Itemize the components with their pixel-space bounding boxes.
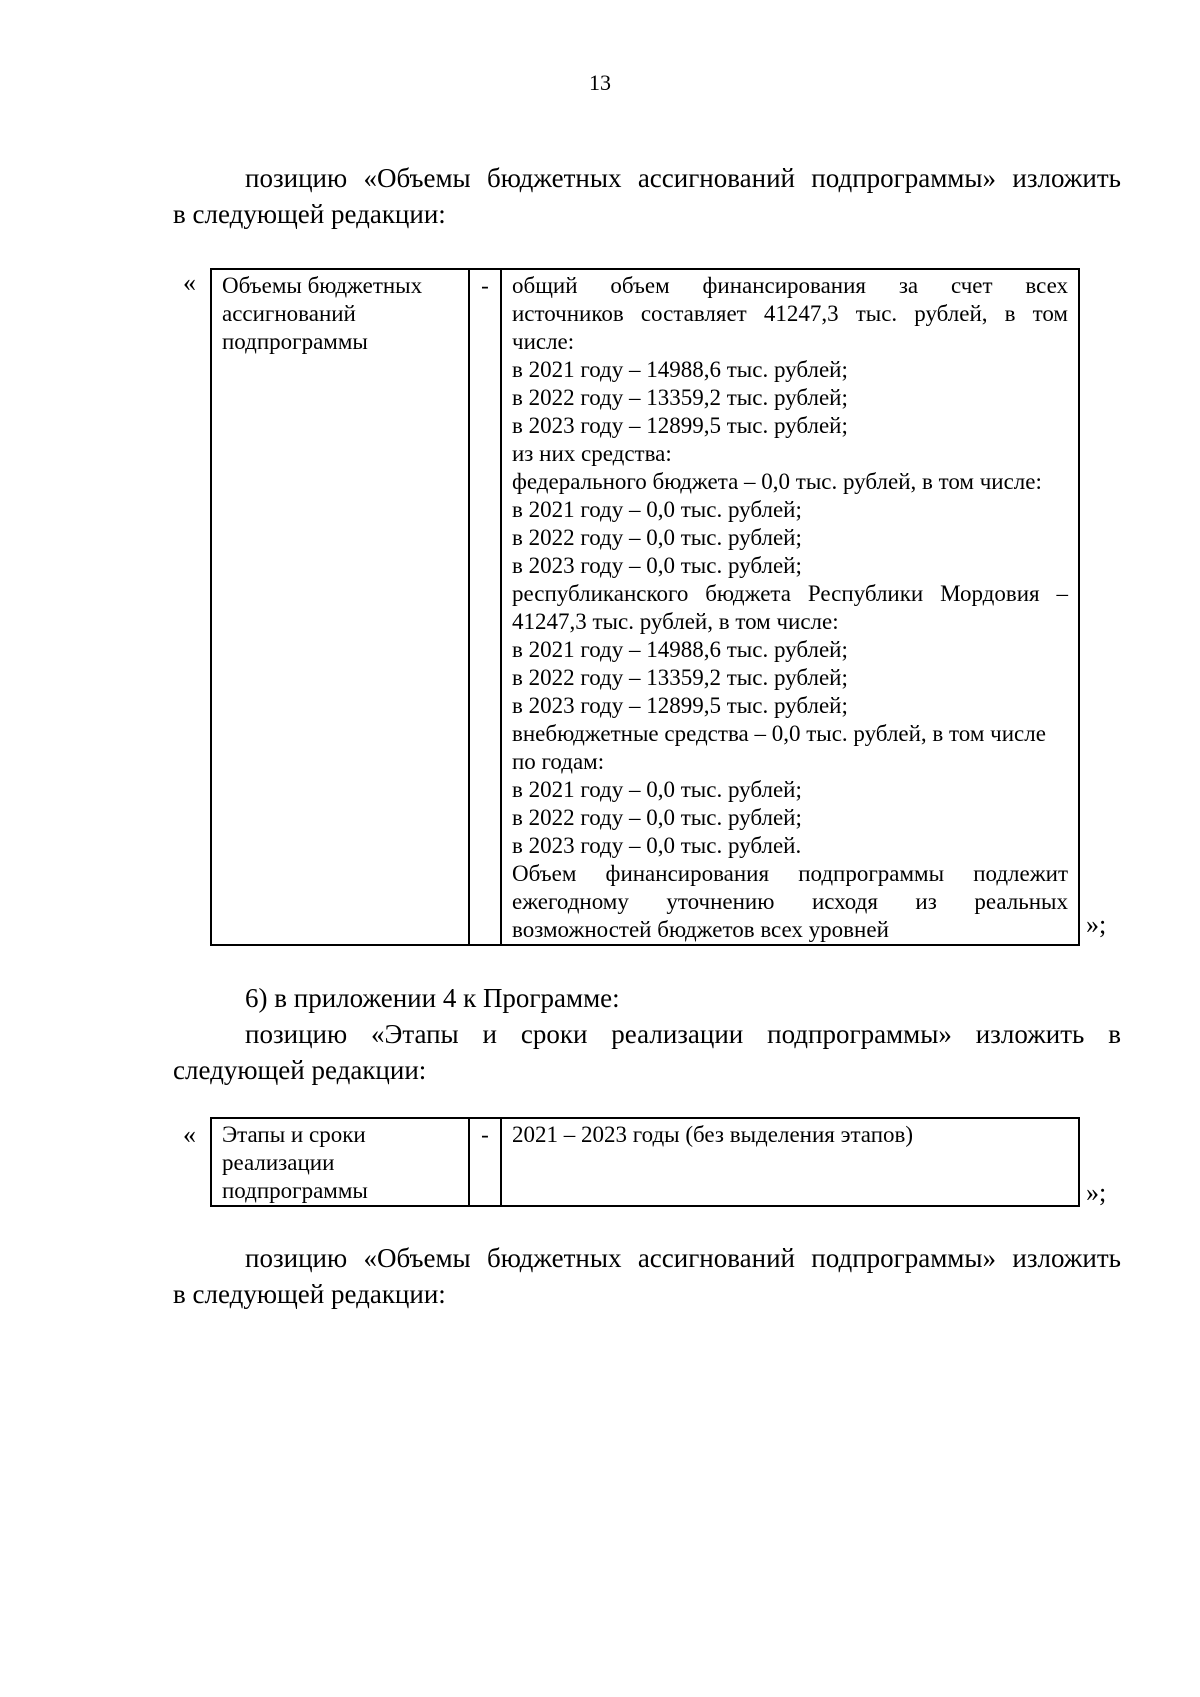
content-line: в 2022 году – 13359,2 тыс. рублей; <box>512 385 848 410</box>
content-line: республиканского бюджета Республики Мордовия – <box>512 581 1068 606</box>
content-line: в 2023 году – 0,0 тыс. рублей; <box>512 553 802 578</box>
position-content-cell <box>501 269 1079 945</box>
paragraph-line: 6) в приложении 4 к Программе: <box>245 983 620 1013</box>
content-line: в 2023 году – 12899,5 тыс. рублей; <box>512 693 848 718</box>
content-line: ежегодному уточнению исходя из реальных <box>512 889 1068 914</box>
content-line: в 2021 году – 0,0 тыс. рублей; <box>512 777 802 802</box>
position-name-line: подпрограммы <box>222 1178 368 1203</box>
dash-cell: - <box>469 1118 501 1206</box>
content-line: в 2021 году – 14988,6 тыс. рублей; <box>512 357 848 382</box>
content-line: Объем финансирования подпрограммы подлежит <box>512 861 1068 886</box>
paragraph-appendix-4 <box>173 980 1121 1016</box>
paragraph-line: в следующей редакции: <box>173 1279 446 1309</box>
content-line: в 2022 году – 0,0 тыс. рублей; <box>512 805 802 830</box>
opening-quote: « <box>183 268 196 297</box>
content-line: федерального бюджета – 0,0 тыс. рублей, в том числе: <box>512 469 1042 494</box>
position-name-cell <box>211 269 469 945</box>
closing-quote: »; <box>1086 910 1107 939</box>
position-name-line: Объемы бюджетных <box>222 273 423 298</box>
position-content-cell: 2021 – 2023 годы (без выделения этапов) <box>501 1118 1079 1206</box>
paragraph-budget-intro <box>173 160 1121 232</box>
closing-quote: »; <box>1086 1178 1107 1207</box>
paragraph-line: позицию «Объемы бюджетных ассигнований подпрограммы» изложить <box>245 1243 1121 1273</box>
page-number: 13 <box>589 70 611 95</box>
content-line: в 2021 году – 14988,6 тыс. рублей; <box>512 637 848 662</box>
content-line: возможностей бюджетов всех уровней <box>512 917 889 942</box>
paragraph-stages-intro <box>173 1016 1121 1088</box>
opening-quote: « <box>183 1120 196 1149</box>
content-line: внебюджетные средства – 0,0 тыс. рублей, в том числе <box>512 721 1046 746</box>
content-line: числе: <box>512 329 575 354</box>
position-name-line: подпрограммы <box>222 329 368 354</box>
content-line: из них средства: <box>512 441 672 466</box>
position-name-line: ассигнований <box>222 301 356 326</box>
content-line: общий объем финансирования за счет всех <box>512 273 1068 298</box>
budget-allocations-table <box>210 268 1080 946</box>
content-line: в 2023 году – 12899,5 тыс. рублей; <box>512 413 848 438</box>
content-line: в 2021 году – 0,0 тыс. рублей; <box>512 497 802 522</box>
paragraph-line: позицию «Объемы бюджетных ассигнований подпрограммы» изложить <box>245 163 1121 193</box>
position-name-cell <box>211 1118 469 1206</box>
paragraph-line: следующей редакции: <box>173 1055 427 1085</box>
position-name-line: реализации <box>222 1150 335 1175</box>
stages-table <box>210 1117 1080 1207</box>
content-line: в 2022 году – 13359,2 тыс. рублей; <box>512 665 848 690</box>
paragraph-line: позицию «Этапы и сроки реализации подпрограммы» изложить в <box>245 1019 1121 1049</box>
content-line: в 2022 году – 0,0 тыс. рублей; <box>512 525 802 550</box>
content-line: по годам: <box>512 749 605 774</box>
paragraph-budget-intro-2 <box>173 1240 1121 1312</box>
content-line: источников составляет 41247,3 тыс. рублей, в том <box>512 301 1068 326</box>
content-line: в 2023 году – 0,0 тыс. рублей. <box>512 833 802 858</box>
position-name-line: Этапы и сроки <box>222 1122 366 1147</box>
dash-cell: - <box>469 269 501 945</box>
paragraph-line: в следующей редакции: <box>173 199 446 229</box>
content-line: 41247,3 тыс. рублей, в том числе: <box>512 609 839 634</box>
